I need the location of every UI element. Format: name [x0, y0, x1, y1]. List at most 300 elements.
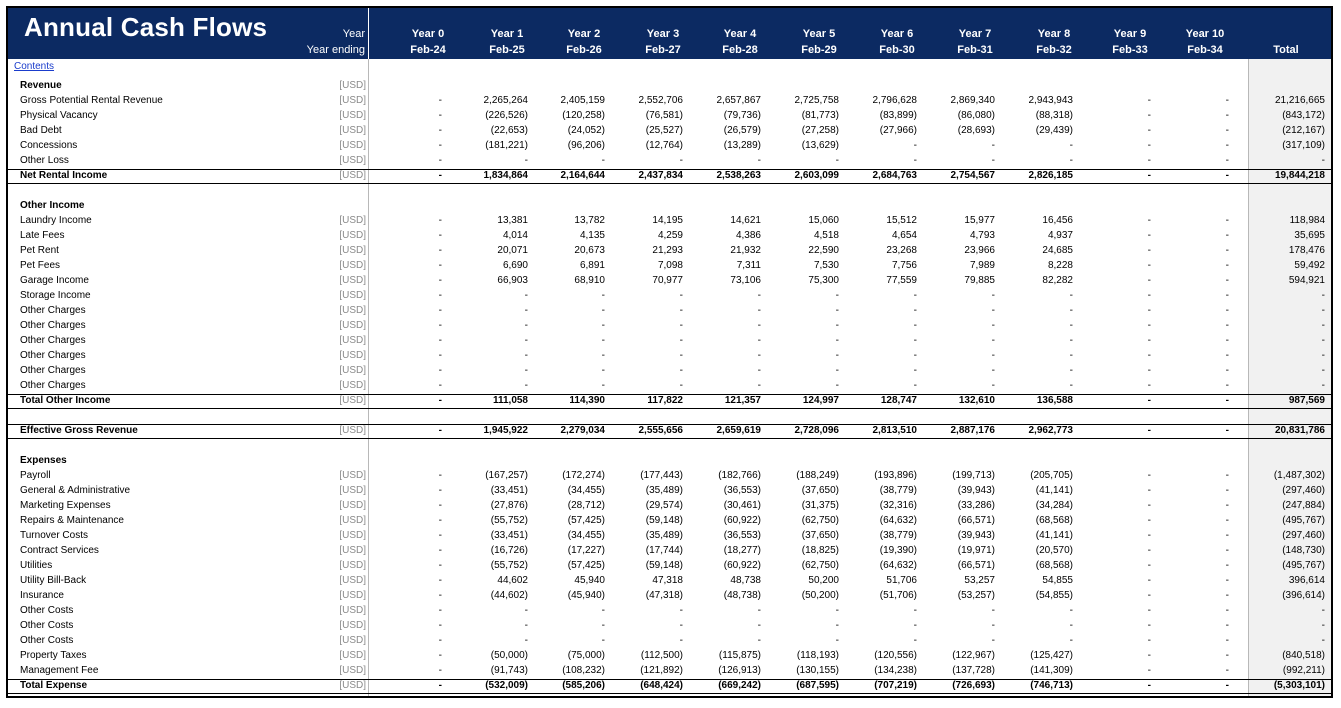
value-cell: - — [679, 320, 683, 331]
total-row — [8, 169, 1331, 184]
value-cell: (64,632) — [879, 560, 917, 571]
value-cell: - — [679, 620, 683, 631]
row-label: Contract Services — [20, 545, 99, 556]
value-cell: (28,712) — [567, 500, 605, 511]
value-cell: - — [991, 305, 995, 316]
total-cell: 20,831,786 — [1274, 425, 1325, 436]
total-top-rule — [8, 169, 1331, 170]
value-cell: (48,738) — [723, 590, 761, 601]
value-cell: 23,966 — [964, 245, 995, 256]
value-cell: - — [1225, 605, 1229, 616]
value-cell: (648,424) — [640, 680, 683, 691]
table-row — [8, 589, 1331, 604]
unit-label: [USD] — [339, 365, 366, 376]
value-cell: (193,896) — [874, 470, 917, 481]
value-cell: (532,009) — [485, 680, 528, 691]
value-cell: (33,451) — [490, 485, 528, 496]
row-label: Total Expense — [20, 680, 88, 691]
value-cell: - — [438, 575, 442, 586]
value-cell: 132,610 — [958, 395, 995, 406]
total-cell: (212,167) — [1282, 125, 1325, 136]
value-cell: - — [601, 605, 605, 616]
value-cell: - — [835, 620, 839, 631]
value-cell: (22,653) — [490, 125, 528, 136]
value-cell: 47,318 — [652, 575, 683, 586]
value-cell: - — [679, 635, 683, 646]
value-cell: (57,425) — [567, 560, 605, 571]
value-cell: 15,977 — [964, 215, 995, 226]
value-cell: - — [601, 335, 605, 346]
total-cell: 118,984 — [1289, 215, 1325, 226]
value-cell: (39,943) — [957, 530, 995, 541]
value-cell: (38,779) — [879, 485, 917, 496]
value-cell: (18,277) — [723, 545, 761, 556]
value-cell: (86,080) — [957, 110, 995, 121]
table-row — [8, 619, 1331, 634]
value-cell: - — [1147, 590, 1151, 601]
section-header-row — [8, 79, 1331, 94]
value-cell: - — [835, 305, 839, 316]
table-row — [8, 484, 1331, 499]
row-label: Garage Income — [20, 275, 89, 286]
value-cell: - — [438, 380, 442, 391]
value-cell: 114,390 — [569, 395, 605, 406]
value-cell: - — [524, 320, 528, 331]
total-cell: 987,569 — [1288, 395, 1325, 406]
value-cell: 13,782 — [574, 215, 605, 226]
value-cell: - — [1147, 575, 1151, 586]
table-row — [8, 634, 1331, 649]
value-cell: - — [438, 500, 442, 511]
value-cell: - — [913, 620, 917, 631]
total-header: Total — [1273, 44, 1299, 56]
value-cell: (115,875) — [718, 650, 761, 661]
value-cell: - — [1225, 260, 1229, 271]
value-cell: - — [1225, 515, 1229, 526]
value-cell: 7,098 — [657, 260, 683, 271]
unit-label: [USD] — [339, 515, 366, 526]
total-cell: - — [1321, 380, 1325, 391]
row-label: Other Income — [20, 200, 85, 211]
value-cell: - — [1225, 575, 1229, 586]
value-cell: (181,221) — [485, 140, 528, 151]
value-cell: - — [835, 380, 839, 391]
value-cell: 2,538,263 — [716, 170, 761, 181]
value-cell: (205,705) — [1030, 470, 1073, 481]
spreadsheet-frame — [6, 6, 1333, 698]
value-cell: - — [1225, 665, 1229, 676]
value-cell: (88,318) — [1035, 110, 1073, 121]
value-cell: - — [438, 605, 442, 616]
value-cell: (17,227) — [567, 545, 605, 556]
value-cell: (28,693) — [957, 125, 995, 136]
value-cell: - — [679, 350, 683, 361]
unit-label: [USD] — [339, 110, 366, 121]
value-cell: (19,390) — [879, 545, 917, 556]
value-cell: 117,822 — [647, 395, 683, 406]
value-cell: - — [913, 605, 917, 616]
header-divider — [368, 8, 369, 59]
value-cell: - — [1147, 95, 1151, 106]
value-cell: - — [1225, 170, 1229, 181]
value-cell: - — [1069, 365, 1073, 376]
value-cell: - — [438, 590, 442, 601]
row-label: Bad Debt — [20, 125, 62, 136]
value-cell: 2,728,096 — [794, 425, 839, 436]
value-cell: - — [524, 635, 528, 646]
value-cell: - — [524, 155, 528, 166]
total-cell: (992,211) — [1282, 665, 1325, 676]
value-cell: (91,743) — [490, 665, 528, 676]
value-cell: - — [757, 290, 761, 301]
value-cell: - — [679, 335, 683, 346]
total-bottom-rule — [8, 438, 1331, 439]
value-cell: - — [757, 605, 761, 616]
row-label: General & Administrative — [20, 485, 131, 496]
value-cell: - — [1225, 320, 1229, 331]
value-cell: - — [438, 230, 442, 241]
value-cell: 13,381 — [497, 215, 528, 226]
value-cell: - — [524, 305, 528, 316]
value-cell: - — [601, 350, 605, 361]
unit-label: [USD] — [339, 215, 366, 226]
value-cell: - — [438, 680, 442, 691]
unit-label: [USD] — [339, 635, 366, 646]
row-label: Other Charges — [20, 380, 86, 391]
total-cell: - — [1321, 335, 1325, 346]
value-cell: - — [1225, 635, 1229, 646]
value-cell: - — [1225, 680, 1229, 691]
value-cell: (60,922) — [723, 560, 761, 571]
value-cell: (226,526) — [485, 110, 528, 121]
row-label: Other Charges — [20, 335, 86, 346]
value-cell: (30,461) — [723, 500, 761, 511]
value-cell: (137,728) — [952, 665, 995, 676]
value-cell: (188,249) — [796, 470, 839, 481]
total-top-rule — [8, 679, 1331, 680]
value-cell: (57,425) — [567, 515, 605, 526]
total-cell: 35,695 — [1294, 230, 1325, 241]
value-cell: (17,744) — [645, 545, 683, 556]
row-label: Effective Gross Revenue — [20, 425, 138, 436]
value-cell: 6,891 — [579, 260, 605, 271]
total-cell: 59,492 — [1294, 260, 1325, 271]
value-cell: - — [991, 350, 995, 361]
value-cell: (141,309) — [1030, 665, 1073, 676]
value-cell: - — [438, 560, 442, 571]
value-cell: - — [913, 365, 917, 376]
unit-label: [USD] — [339, 275, 366, 286]
value-cell: (59,148) — [645, 515, 683, 526]
year-row-label: Year — [342, 28, 365, 40]
value-cell: (45,940) — [567, 590, 605, 601]
value-cell: - — [1147, 350, 1151, 361]
value-cell: 121,357 — [724, 395, 761, 406]
table-row — [8, 124, 1331, 139]
year-ending-header-0: Feb-24 — [410, 44, 446, 56]
value-cell: - — [438, 95, 442, 106]
value-cell: - — [1225, 620, 1229, 631]
unit-label: [USD] — [339, 650, 366, 661]
year-header-2: Year 2 — [567, 28, 601, 40]
table-row — [8, 139, 1331, 154]
value-cell: - — [1225, 305, 1229, 316]
value-cell: - — [1147, 470, 1151, 481]
row-label: Property Taxes — [20, 650, 87, 661]
value-cell: (50,000) — [490, 650, 528, 661]
value-cell: - — [601, 290, 605, 301]
value-cell: - — [438, 395, 442, 406]
unit-label: [USD] — [339, 530, 366, 541]
value-cell: - — [1147, 170, 1151, 181]
value-cell: 2,869,340 — [950, 95, 995, 106]
value-cell: (38,779) — [879, 530, 917, 541]
unit-label: [USD] — [339, 245, 366, 256]
value-cell: - — [991, 620, 995, 631]
total-cell: - — [1321, 155, 1325, 166]
contents-link[interactable]: Contents — [14, 61, 55, 72]
value-cell: 4,937 — [1047, 230, 1073, 241]
value-cell: - — [1225, 140, 1229, 151]
value-cell: (41,141) — [1035, 530, 1073, 541]
total-bottom-rule — [8, 183, 1331, 184]
value-cell: (66,571) — [957, 560, 995, 571]
value-cell: - — [601, 365, 605, 376]
total-cell: (843,172) — [1282, 110, 1325, 121]
cash-flow-table — [8, 59, 1331, 696]
value-cell: (13,289) — [723, 140, 761, 151]
value-cell: 22,590 — [808, 245, 839, 256]
row-label: Marketing Expenses — [20, 500, 111, 511]
row-label: Other Costs — [20, 620, 74, 631]
table-row — [8, 499, 1331, 514]
value-cell: 54,855 — [1042, 575, 1073, 586]
value-cell: (18,825) — [801, 545, 839, 556]
value-cell: - — [1147, 500, 1151, 511]
value-cell: 21,932 — [730, 245, 761, 256]
value-cell: - — [438, 425, 442, 436]
table-row — [8, 244, 1331, 259]
value-cell: - — [1147, 605, 1151, 616]
value-cell: - — [1069, 635, 1073, 646]
value-cell: - — [438, 635, 442, 646]
value-cell: - — [679, 155, 683, 166]
value-cell: - — [438, 530, 442, 541]
value-cell: - — [1225, 230, 1229, 241]
row-label: Repairs & Maintenance — [20, 515, 124, 526]
table-row — [8, 274, 1331, 289]
value-cell: - — [438, 125, 442, 136]
total-cell: - — [1321, 350, 1325, 361]
value-cell: 2,405,159 — [560, 95, 605, 106]
value-cell: 4,654 — [891, 230, 917, 241]
value-cell: - — [438, 245, 442, 256]
value-cell: (182,766) — [718, 470, 761, 481]
value-cell: (27,258) — [801, 125, 839, 136]
value-cell: - — [438, 470, 442, 481]
value-cell: - — [601, 305, 605, 316]
value-cell: 111,058 — [492, 395, 528, 406]
value-cell: - — [1225, 485, 1229, 496]
value-cell: - — [991, 335, 995, 346]
value-cell: (68,568) — [1035, 515, 1073, 526]
row-label: Payroll — [20, 470, 51, 481]
total-top-rule — [8, 394, 1331, 395]
table-row — [8, 604, 1331, 619]
value-cell: - — [1147, 365, 1151, 376]
year-header-5: Year 5 — [802, 28, 836, 40]
value-cell: 82,282 — [1042, 275, 1073, 286]
value-cell: - — [1225, 500, 1229, 511]
row-label: Net Rental Income — [20, 170, 108, 181]
value-cell: - — [1147, 155, 1151, 166]
value-cell: - — [438, 650, 442, 661]
total-cell: (495,767) — [1282, 560, 1325, 571]
value-cell: (27,966) — [879, 125, 917, 136]
total-cell: 178,476 — [1288, 245, 1325, 256]
value-cell: - — [438, 350, 442, 361]
year-ending-row-label: Year ending — [306, 44, 365, 56]
value-cell: - — [1147, 560, 1151, 571]
total-cell: - — [1321, 620, 1325, 631]
table-row — [8, 469, 1331, 484]
value-cell: 24,685 — [1042, 245, 1073, 256]
year-ending-header-3: Feb-27 — [645, 44, 681, 56]
table-row — [8, 214, 1331, 229]
value-cell: (35,489) — [645, 530, 683, 541]
row-label: Pet Fees — [20, 260, 61, 271]
value-cell: - — [438, 215, 442, 226]
value-cell: - — [438, 140, 442, 151]
value-cell: - — [1225, 275, 1229, 286]
value-cell: (12,764) — [645, 140, 683, 151]
row-label: Other Costs — [20, 605, 74, 616]
value-cell: 44,602 — [497, 575, 528, 586]
unit-label: [USD] — [339, 560, 366, 571]
value-cell: - — [913, 155, 917, 166]
total-cell: (297,460) — [1282, 485, 1325, 496]
value-cell: - — [438, 275, 442, 286]
value-cell: 2,555,656 — [638, 425, 683, 436]
value-cell: - — [601, 380, 605, 391]
value-cell: 2,552,706 — [638, 95, 683, 106]
unit-label: [USD] — [339, 425, 366, 436]
unit-label: [USD] — [339, 140, 366, 151]
value-cell: - — [913, 290, 917, 301]
value-cell: (16,726) — [490, 545, 528, 556]
value-cell: (34,284) — [1035, 500, 1073, 511]
value-cell: - — [835, 155, 839, 166]
unit-label: [USD] — [339, 155, 366, 166]
value-cell: - — [913, 380, 917, 391]
table-row — [8, 544, 1331, 559]
value-cell: 16,456 — [1042, 215, 1073, 226]
value-cell: - — [991, 140, 995, 151]
value-cell: - — [1069, 320, 1073, 331]
value-cell: - — [1225, 560, 1229, 571]
value-cell: (96,206) — [567, 140, 605, 151]
value-cell: - — [1225, 425, 1229, 436]
value-cell: - — [1225, 380, 1229, 391]
total-row — [8, 394, 1331, 409]
value-cell: - — [913, 635, 917, 646]
value-cell: - — [1147, 530, 1151, 541]
value-cell: - — [601, 635, 605, 646]
value-cell: 8,228 — [1047, 260, 1073, 271]
value-cell: - — [524, 350, 528, 361]
value-cell: (55,752) — [490, 515, 528, 526]
row-label: Storage Income — [20, 290, 91, 301]
value-cell: - — [1225, 590, 1229, 601]
value-cell: 15,512 — [886, 215, 917, 226]
value-cell: - — [835, 350, 839, 361]
table-row — [8, 364, 1331, 379]
value-cell: (120,556) — [874, 650, 917, 661]
value-cell: - — [438, 110, 442, 121]
value-cell: - — [1147, 635, 1151, 646]
row-label: Turnover Costs — [20, 530, 88, 541]
value-cell: - — [438, 260, 442, 271]
value-cell: - — [1225, 365, 1229, 376]
value-cell: - — [1069, 350, 1073, 361]
value-cell: 2,826,185 — [1028, 170, 1073, 181]
value-cell: - — [1147, 485, 1151, 496]
total-bottom-rule — [8, 693, 1331, 694]
value-cell: (62,750) — [801, 515, 839, 526]
row-label: Other Costs — [20, 635, 74, 646]
sheet-title: Annual Cash Flows — [24, 12, 268, 42]
value-cell: - — [1147, 290, 1151, 301]
value-cell: - — [1225, 125, 1229, 136]
value-cell: (53,257) — [957, 590, 995, 601]
row-label: Other Charges — [20, 305, 86, 316]
value-cell: - — [1147, 140, 1151, 151]
year-ending-header-10: Feb-34 — [1187, 44, 1223, 56]
total-cell: - — [1321, 320, 1325, 331]
value-cell: - — [1147, 305, 1151, 316]
value-cell: - — [1147, 650, 1151, 661]
total-cell: (840,518) — [1282, 650, 1325, 661]
value-cell: 70,977 — [652, 275, 683, 286]
value-cell: - — [1147, 425, 1151, 436]
value-cell: - — [1225, 95, 1229, 106]
value-cell: 77,559 — [886, 275, 917, 286]
value-cell: 75,300 — [808, 275, 839, 286]
year-header-9: Year 9 — [1113, 28, 1147, 40]
value-cell: 4,793 — [969, 230, 995, 241]
value-cell: - — [679, 290, 683, 301]
year-header-0: Year 0 — [411, 28, 445, 40]
unit-label: [USD] — [339, 575, 366, 586]
value-cell: - — [438, 665, 442, 676]
value-cell: (26,579) — [723, 125, 761, 136]
value-cell: - — [991, 365, 995, 376]
table-row — [8, 334, 1331, 349]
unit-label: [USD] — [339, 665, 366, 676]
value-cell: (167,257) — [485, 470, 528, 481]
value-cell: 14,621 — [730, 215, 761, 226]
value-cell: - — [991, 635, 995, 646]
unit-label: [USD] — [339, 620, 366, 631]
value-cell: (33,286) — [957, 500, 995, 511]
total-cell: - — [1321, 365, 1325, 376]
value-cell: - — [913, 335, 917, 346]
header-band — [8, 8, 1331, 59]
value-cell: (34,455) — [567, 485, 605, 496]
value-cell: - — [1147, 395, 1151, 406]
unit-label: [USD] — [339, 395, 366, 406]
value-cell: (32,316) — [879, 500, 917, 511]
